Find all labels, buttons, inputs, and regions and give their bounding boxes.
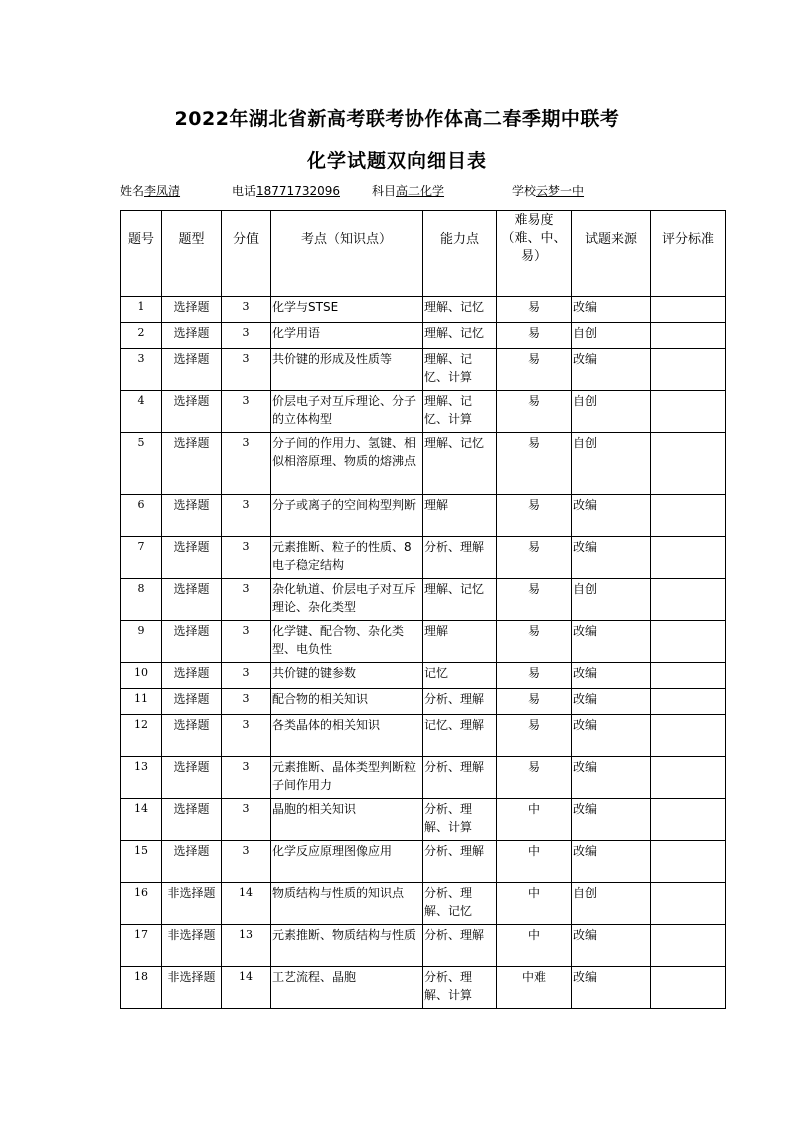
table-row — [121, 663, 726, 689]
row-criteria — [651, 841, 726, 883]
row-topic: 元素推断、晶体类型判断粒子间作用力 — [271, 757, 423, 799]
row-question-type: 选择题 — [162, 715, 222, 757]
row-number: 16 — [121, 883, 162, 925]
row-ability: 理解、记忆 — [423, 579, 497, 621]
row-topic: 价层电子对互斥理论、分子的立体构型 — [271, 391, 423, 433]
table-row — [121, 925, 726, 967]
row-topic: 分子间的作用力、氢键、相似相溶原理、物质的熔沸点 — [271, 433, 423, 495]
row-criteria — [651, 433, 726, 495]
table-row — [121, 495, 726, 537]
row-criteria — [651, 621, 726, 663]
row-topic: 化学用语 — [271, 323, 423, 349]
row-difficulty: 易 — [497, 715, 572, 757]
row-ability: 分析、理解、记忆 — [423, 883, 497, 925]
row-criteria — [651, 757, 726, 799]
row-difficulty: 中 — [497, 799, 572, 841]
row-question-type: 非选择题 — [162, 883, 222, 925]
row-number: 2 — [121, 323, 162, 349]
row-difficulty: 易 — [497, 621, 572, 663]
row-topic: 配合物的相关知识 — [271, 689, 423, 715]
table-row — [121, 799, 726, 841]
document-subtitle: 化学试题双向细目表 — [306, 150, 487, 172]
phone-label: 电话 — [232, 184, 257, 198]
header-topic: 考点（知识点） — [271, 211, 423, 297]
name-value: 李凤清 — [144, 184, 181, 198]
row-source: 自创 — [572, 323, 651, 349]
row-source: 改编 — [572, 495, 651, 537]
row-question-type: 选择题 — [162, 495, 222, 537]
row-topic: 化学键、配合物、杂化类型、电负性 — [271, 621, 423, 663]
row-ability: 记忆、理解 — [423, 715, 497, 757]
row-number: 5 — [121, 433, 162, 495]
row-criteria — [651, 883, 726, 925]
row-ability: 分析、理解 — [423, 925, 497, 967]
row-question-type: 选择题 — [162, 579, 222, 621]
row-criteria — [651, 297, 726, 323]
row-ability: 分析、理解、计算 — [423, 967, 497, 1009]
row-number: 12 — [121, 715, 162, 757]
table-row — [121, 841, 726, 883]
row-number: 9 — [121, 621, 162, 663]
header-ability: 能力点 — [423, 211, 497, 297]
table-row — [121, 967, 726, 1009]
row-difficulty: 中难 — [497, 967, 572, 1009]
row-question-type: 选择题 — [162, 391, 222, 433]
row-ability: 理解、记忆、计算 — [423, 349, 497, 391]
row-topic: 各类晶体的相关知识 — [271, 715, 423, 757]
table-row — [121, 579, 726, 621]
row-number: 7 — [121, 537, 162, 579]
row-difficulty: 易 — [497, 323, 572, 349]
row-ability: 理解 — [423, 621, 497, 663]
subject-field — [372, 182, 444, 199]
row-source: 改编 — [572, 841, 651, 883]
table-row — [121, 349, 726, 391]
row-number: 4 — [121, 391, 162, 433]
table-row — [121, 297, 726, 323]
row-difficulty: 易 — [497, 433, 572, 495]
phone-value: 18771732096 — [256, 184, 340, 198]
row-source: 改编 — [572, 663, 651, 689]
row-question-type: 选择题 — [162, 349, 222, 391]
row-ability: 分析、理解 — [423, 757, 497, 799]
table-row — [121, 621, 726, 663]
row-score: 3 — [222, 689, 271, 715]
table-row — [121, 757, 726, 799]
row-number: 14 — [121, 799, 162, 841]
row-score: 3 — [222, 495, 271, 537]
row-ability: 理解、记忆 — [423, 433, 497, 495]
row-number: 15 — [121, 841, 162, 883]
table-row — [121, 689, 726, 715]
row-score: 3 — [222, 757, 271, 799]
row-score: 3 — [222, 391, 271, 433]
header-criteria: 评分标准 — [651, 211, 726, 297]
row-ability: 理解、记忆、计算 — [423, 391, 497, 433]
header-difficulty: 难易度（难、中、易） — [497, 211, 572, 297]
name-field — [120, 182, 180, 199]
row-score: 3 — [222, 579, 271, 621]
row-source: 改编 — [572, 689, 651, 715]
header-number: 题号 — [121, 211, 162, 297]
document-title: 2022年湖北省新高考联考协作体高二春季期中联考 — [174, 108, 620, 130]
table-body — [121, 297, 726, 1009]
row-question-type: 非选择题 — [162, 925, 222, 967]
row-score: 3 — [222, 799, 271, 841]
row-difficulty: 易 — [497, 663, 572, 689]
row-question-type: 选择题 — [162, 297, 222, 323]
row-criteria — [651, 715, 726, 757]
row-question-type: 选择题 — [162, 433, 222, 495]
row-topic: 物质结构与性质的知识点 — [271, 883, 423, 925]
row-number: 11 — [121, 689, 162, 715]
row-number: 13 — [121, 757, 162, 799]
specification-table — [120, 210, 726, 1009]
row-criteria — [651, 663, 726, 689]
name-label: 姓名 — [120, 184, 145, 198]
row-source: 改编 — [572, 297, 651, 323]
row-difficulty: 中 — [497, 841, 572, 883]
row-topic: 共价键的键参数 — [271, 663, 423, 689]
row-question-type: 选择题 — [162, 621, 222, 663]
school-field — [512, 182, 584, 199]
row-number: 17 — [121, 925, 162, 967]
header-type: 题型 — [162, 211, 222, 297]
row-question-type: 选择题 — [162, 689, 222, 715]
row-criteria — [651, 579, 726, 621]
row-number: 1 — [121, 297, 162, 323]
row-ability: 理解、记忆 — [423, 323, 497, 349]
row-criteria — [651, 925, 726, 967]
row-source: 改编 — [572, 925, 651, 967]
row-score: 3 — [222, 323, 271, 349]
row-topic: 晶胞的相关知识 — [271, 799, 423, 841]
subject-value: 高二化学 — [396, 184, 445, 198]
row-criteria — [651, 689, 726, 715]
row-source: 自创 — [572, 433, 651, 495]
row-score: 14 — [222, 967, 271, 1009]
table-row — [121, 323, 726, 349]
row-source: 改编 — [572, 349, 651, 391]
row-topic: 化学反应原理图像应用 — [271, 841, 423, 883]
row-ability: 理解、记忆 — [423, 297, 497, 323]
phone-field — [232, 182, 340, 199]
row-ability: 分析、理解 — [423, 537, 497, 579]
table-row — [121, 391, 726, 433]
row-score: 3 — [222, 715, 271, 757]
row-topic: 元素推断、粒子的性质、8电子稳定结构 — [271, 537, 423, 579]
row-criteria — [651, 323, 726, 349]
row-question-type: 选择题 — [162, 663, 222, 689]
table-row — [121, 715, 726, 757]
row-difficulty: 易 — [497, 689, 572, 715]
row-source: 改编 — [572, 715, 651, 757]
school-value: 云梦一中 — [536, 184, 585, 198]
row-score: 3 — [222, 349, 271, 391]
row-source: 自创 — [572, 579, 651, 621]
row-difficulty: 易 — [497, 297, 572, 323]
row-source: 改编 — [572, 757, 651, 799]
row-source: 改编 — [572, 799, 651, 841]
row-ability: 分析、理解 — [423, 841, 497, 883]
row-source: 改编 — [572, 537, 651, 579]
row-source: 自创 — [572, 391, 651, 433]
table-header-row — [121, 211, 726, 297]
row-score: 3 — [222, 433, 271, 495]
row-difficulty: 易 — [497, 579, 572, 621]
row-topic: 工艺流程、晶胞 — [271, 967, 423, 1009]
row-number: 6 — [121, 495, 162, 537]
row-score: 3 — [222, 663, 271, 689]
row-difficulty: 中 — [497, 883, 572, 925]
row-score: 3 — [222, 537, 271, 579]
row-number: 3 — [121, 349, 162, 391]
row-source: 改编 — [572, 967, 651, 1009]
header-score: 分值 — [222, 211, 271, 297]
row-ability: 理解 — [423, 495, 497, 537]
row-criteria — [651, 391, 726, 433]
row-question-type: 非选择题 — [162, 967, 222, 1009]
row-source: 改编 — [572, 621, 651, 663]
row-question-type: 选择题 — [162, 323, 222, 349]
row-number: 18 — [121, 967, 162, 1009]
row-topic: 化学与STSE — [271, 297, 423, 323]
row-criteria — [651, 349, 726, 391]
row-difficulty: 易 — [497, 349, 572, 391]
row-score: 13 — [222, 925, 271, 967]
row-criteria — [651, 537, 726, 579]
row-question-type: 选择题 — [162, 841, 222, 883]
header-source: 试题来源 — [572, 211, 651, 297]
row-ability: 记忆 — [423, 663, 497, 689]
row-topic: 杂化轨道、价层电子对互斥理论、杂化类型 — [271, 579, 423, 621]
row-topic: 分子或离子的空间构型判断 — [271, 495, 423, 537]
subject-label: 科目 — [372, 184, 397, 198]
row-number: 8 — [121, 579, 162, 621]
school-label: 学校 — [512, 184, 537, 198]
row-criteria — [651, 967, 726, 1009]
table-row — [121, 883, 726, 925]
row-ability: 分析、理解、计算 — [423, 799, 497, 841]
row-source: 自创 — [572, 883, 651, 925]
row-criteria — [651, 495, 726, 537]
row-score: 3 — [222, 621, 271, 663]
row-topic: 元素推断、物质结构与性质 — [271, 925, 423, 967]
row-difficulty: 易 — [497, 495, 572, 537]
row-difficulty: 易 — [497, 391, 572, 433]
row-score: 3 — [222, 841, 271, 883]
row-criteria — [651, 799, 726, 841]
row-ability: 分析、理解 — [423, 689, 497, 715]
row-topic: 共价键的形成及性质等 — [271, 349, 423, 391]
row-difficulty: 中 — [497, 925, 572, 967]
row-score: 14 — [222, 883, 271, 925]
row-score: 3 — [222, 297, 271, 323]
row-question-type: 选择题 — [162, 757, 222, 799]
row-number: 10 — [121, 663, 162, 689]
row-difficulty: 易 — [497, 537, 572, 579]
table-row — [121, 537, 726, 579]
row-question-type: 选择题 — [162, 537, 222, 579]
table-row — [121, 433, 726, 495]
row-question-type: 选择题 — [162, 799, 222, 841]
row-difficulty: 易 — [497, 757, 572, 799]
